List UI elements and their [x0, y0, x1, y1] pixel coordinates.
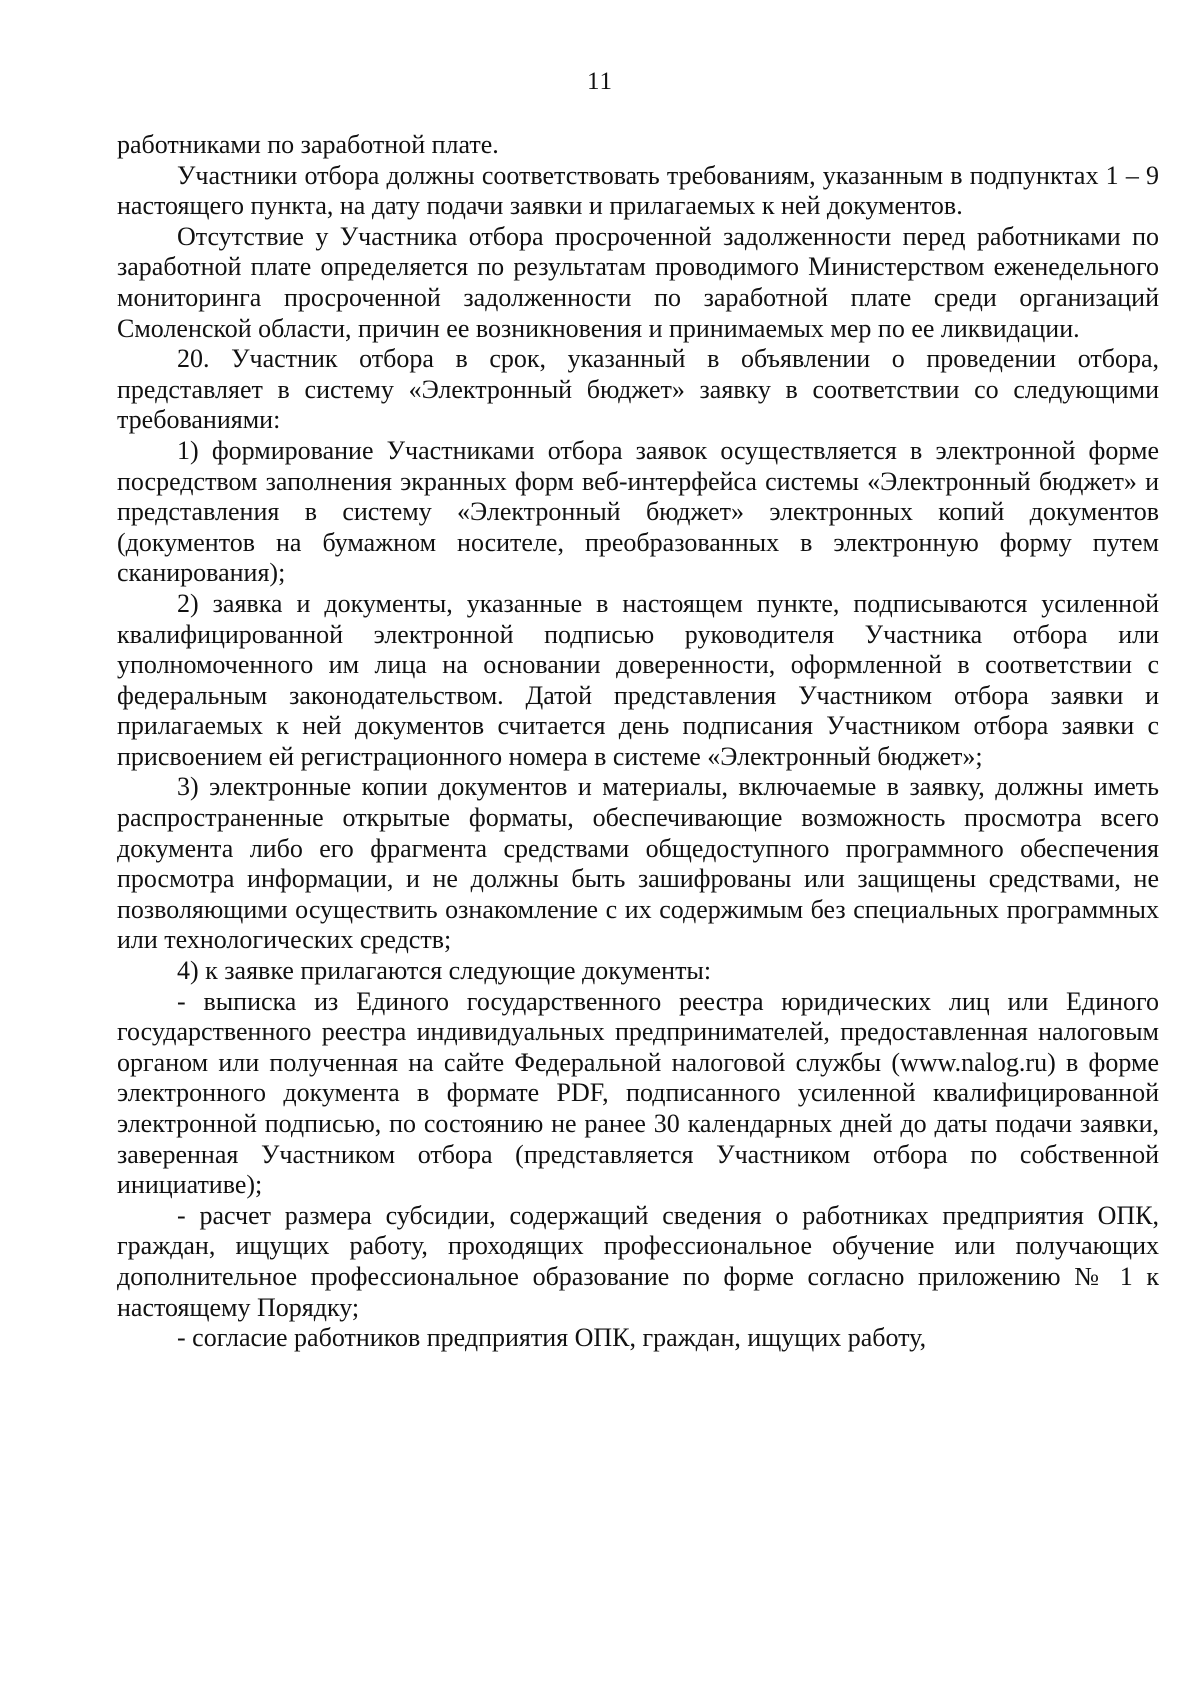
paragraph-subitem-2: 2) заявка и документы, указанные в настоящем пункте, подписываются усиленной квалифицированной электронной подписью руководителя Участника отбора или уполномоченного им лица на основании доверенности, оформленной в соответствии с федеральным законодательством. Датой представления Участником отбора заявки и прилагаемых к ней документов считается день подписания Участником отбора заявки с присвоением ей регистрационного номера в системе «Электронный бюджет»; [117, 588, 1159, 771]
list-item-employee-consent: - согласие работников предприятия ОПК, граждан, ищущих работу, [177, 1323, 927, 1353]
paragraph-item-20: 20. Участник отбора в срок, указанный в объявлении о проведении отбора, представляет в систему «Электронный бюджет» заявку в соответствии со следующими требованиями: [117, 344, 1159, 435]
paragraph-continuation: работниками по заработной плате. [117, 130, 499, 159]
page-number: 11 [586, 68, 614, 95]
list-item-egrul-extract: - выписка из Единого государственного реестра юридических лиц или Единого государственного реестра индивидуальных предпринимателей, предоставленная налоговым органом или полученная на сайте Федеральной налоговой службы (www.nalog.ru) в форме электронного документа в формате PDF, подписанного усиленной квалифицированной электронной подписью, по состоянию не ранее 30 календарных дней до даты подачи заявки, заверенная Участником отбора (представляется Участником отбора по собственной инициативе); [117, 986, 1159, 1200]
paragraph-debt-absence: Отсутствие у Участника отбора просроченной задолженности перед работниками по заработной плате определяется по результатам проводимого Министерством еженедельного мониторинга просроченной задолженности по заработной плате среди организаций Смоленской области, причин ее возникновения и принимаемых мер по ее ликвидации. [117, 221, 1159, 343]
paragraph-subitem-3: 3) электронные копии документов и материалы, включаемые в заявку, должны иметь распространенные открытые форматы, обеспечивающие возможность просмотра всего документа либо его фрагмента средствами общедоступного программного обеспечения просмотра информации, и не должны быть зашифрованы или защищены средствами, не позволяющими осуществить ознакомление с их содержимым без специальных программных или технологических средств; [117, 772, 1159, 955]
paragraph-subitem-1: 1) формирование Участниками отбора заявок осуществляется в электронной форме посредством заполнения экранных форм веб-интерфейса системы «Электронный бюджет» и представления в систему «Электронный бюджет» электронных копий документов (документов на бумажном носителе, преобразованных в электронную форму путем сканирования); [117, 435, 1159, 588]
list-item-subsidy-calculation: - расчет размера субсидии, содержащий сведения о работниках предприятия ОПК, граждан, ищущих работу, проходящих профессиональное обучение или получающих дополнительное профессиональное образование по форме согласно приложению № 1 к настоящему Порядку; [117, 1200, 1159, 1322]
document-body [117, 130, 1159, 1354]
paragraph-subitem-4: 4) к заявке прилагаются следующие документы: [177, 956, 712, 986]
paragraph-requirements: Участники отбора должны соответствовать требованиям, указанным в подпунктах 1 – 9 настоящего пункта, на дату подачи заявки и прилагаемых к ней документов. [117, 160, 1159, 221]
